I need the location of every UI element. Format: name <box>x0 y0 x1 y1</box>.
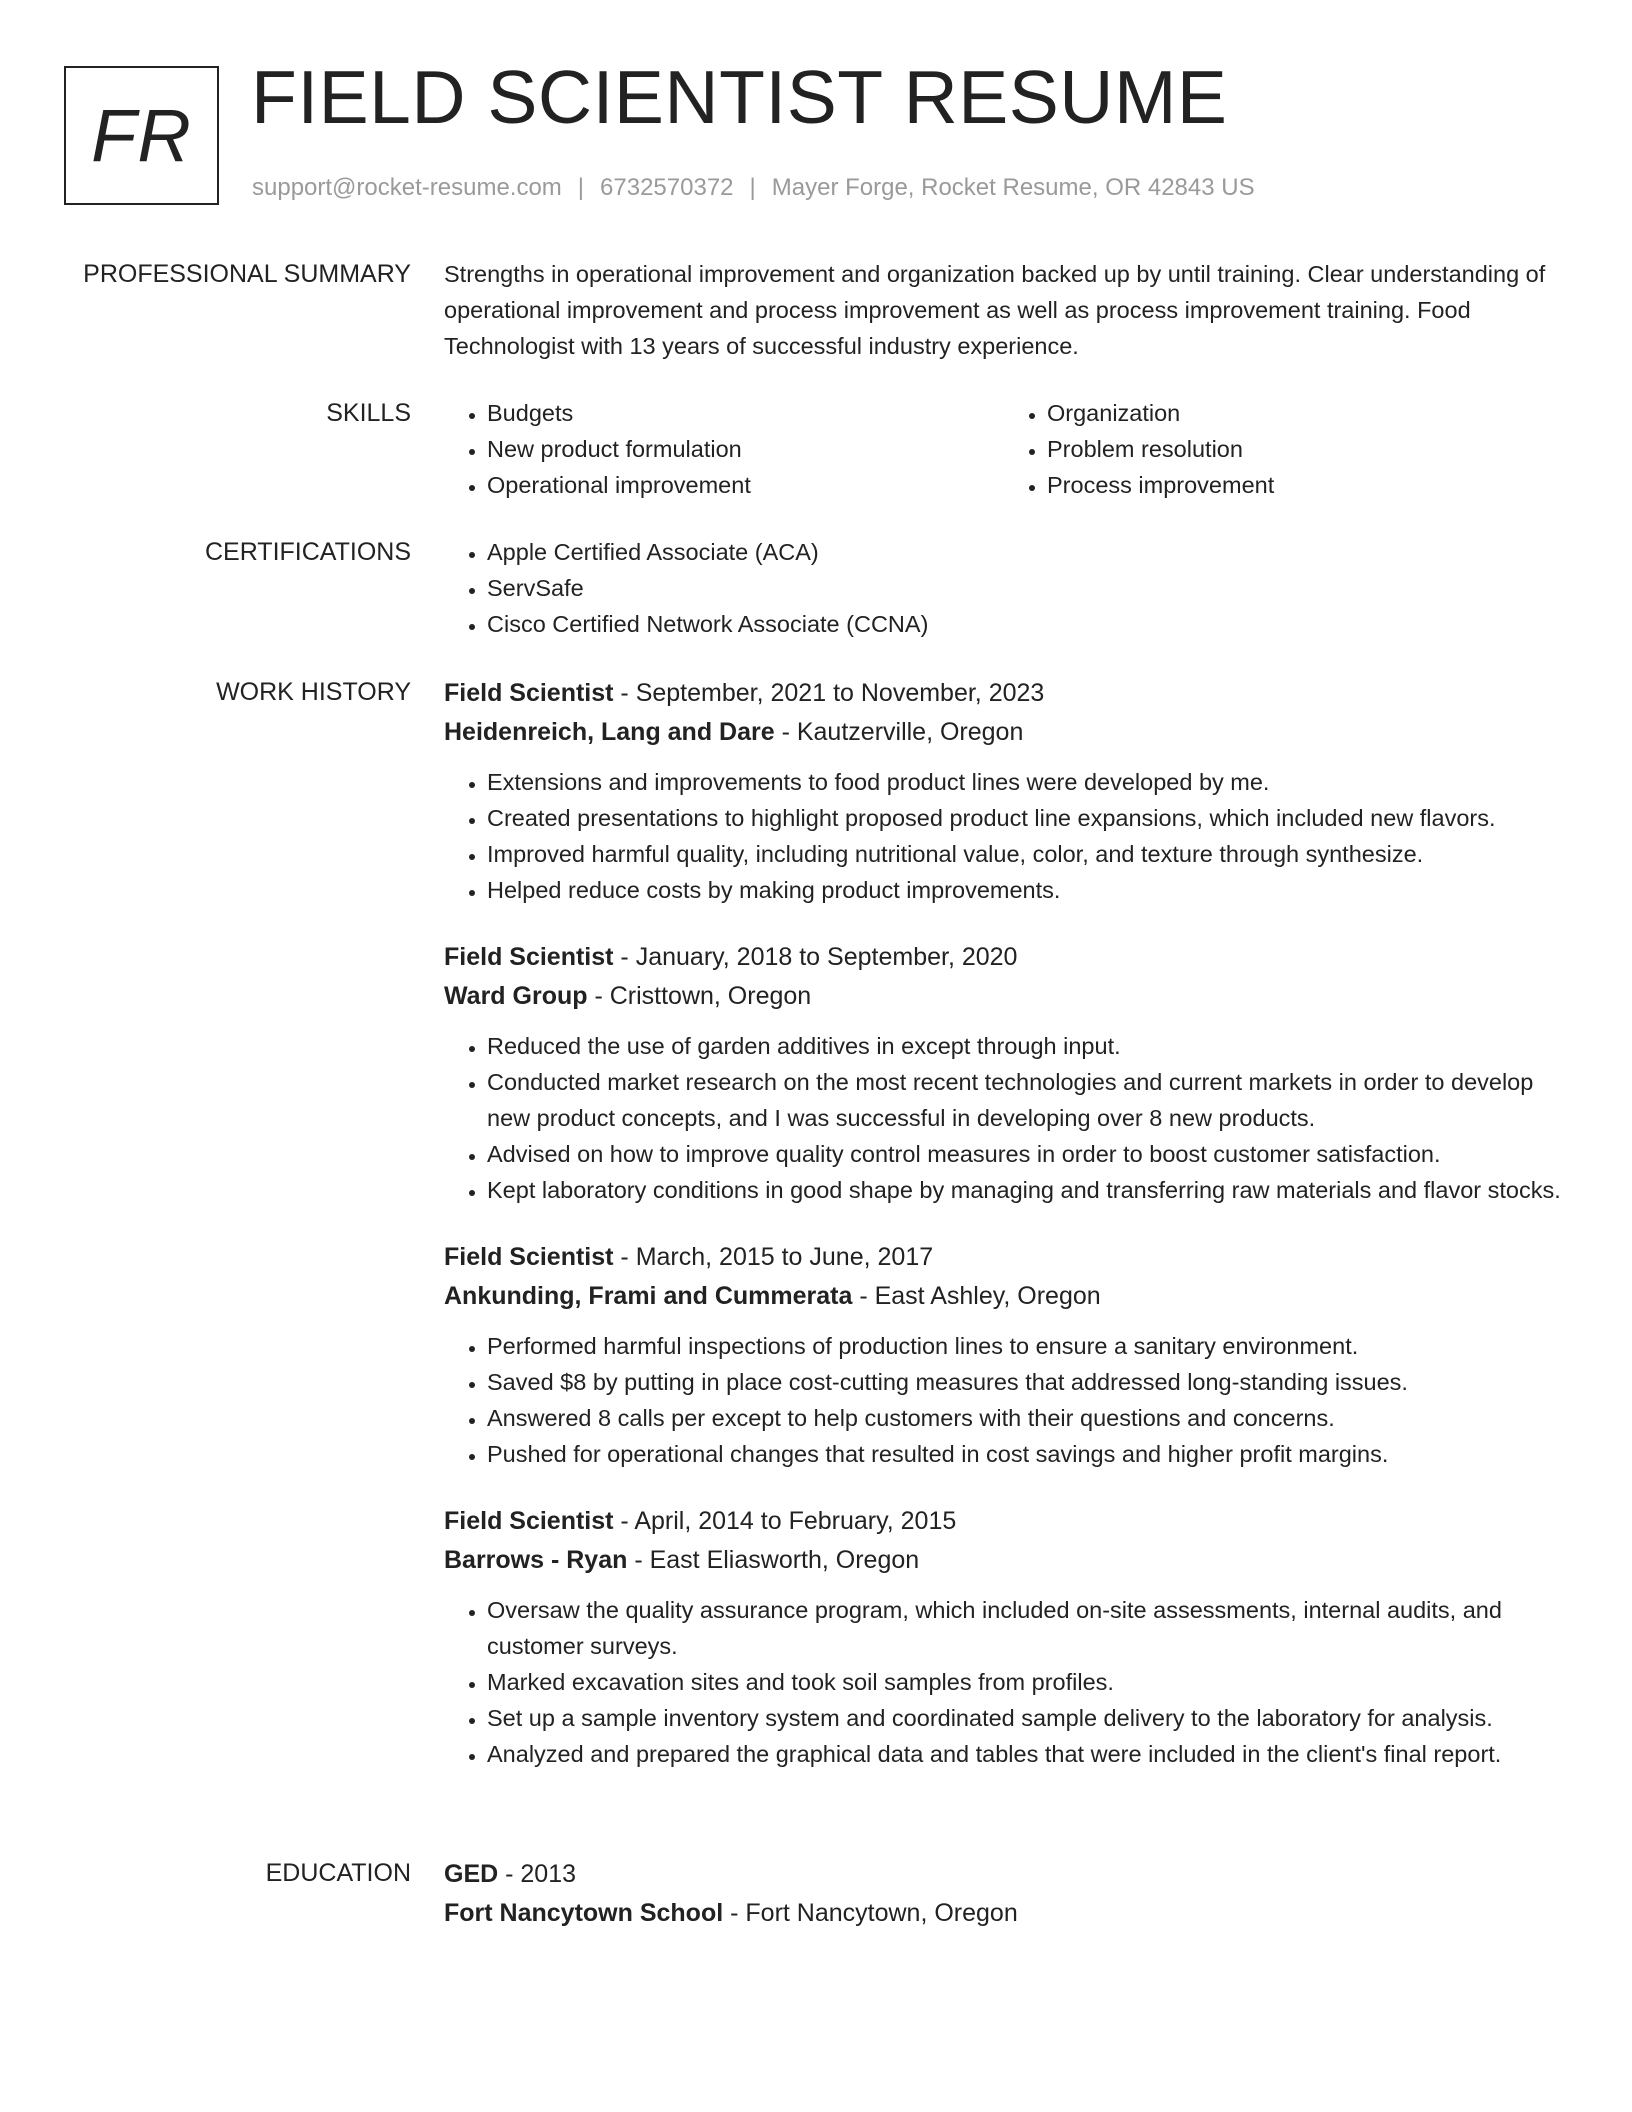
job-title-line <box>444 938 1564 976</box>
skill-item: • Process improvement <box>1047 467 1564 503</box>
job-company-line <box>444 1276 1564 1316</box>
job-dates: - March, 2015 to June, 2017 <box>613 1243 934 1271</box>
job-duty-item: • Marked excavation sites and took soil samples from profiles. <box>487 1664 1564 1700</box>
certifications-heading: CERTIFICATIONS <box>204 538 411 566</box>
job-dates: - April, 2014 to February, 2015 <box>613 1507 957 1535</box>
job-duty-item: • Helped reduce costs by making product improvements. <box>487 872 1564 908</box>
job-duty-item: • Created presentations to highlight proposed product line expansions, which included new flavors. <box>487 800 1564 836</box>
contact-address: Mayer Forge, Rocket Resume, OR 42843 US <box>771 174 1255 201</box>
education-body <box>444 1855 1564 1945</box>
job-duty-item: • Answered 8 calls per except to help customers with their questions and concerns. <box>487 1400 1564 1436</box>
monogram-logo: FR <box>64 66 219 205</box>
education-year: - 2013 <box>498 1860 577 1888</box>
skill-item: • Budgets <box>487 395 1004 431</box>
job-duty-item: • Oversaw the quality assurance program, which included on-site assessments, internal audits, and customer surveys. <box>487 1592 1564 1664</box>
job-title: Field Scientist <box>444 943 614 971</box>
job-entry <box>444 938 1564 1208</box>
job-company-line <box>444 712 1564 752</box>
job-company: Heidenreich, Lang and Dare <box>444 718 775 746</box>
job-duty-item: • Set up a sample inventory system and coordinated sample delivery to the laboratory for analysis. <box>487 1700 1564 1736</box>
skills-heading: SKILLS <box>326 399 411 427</box>
certification-item: • ServSafe <box>487 570 1564 606</box>
job-title: Field Scientist <box>444 679 614 707</box>
job-company-line <box>444 1540 1564 1580</box>
education-location: - Fort Nancytown, Oregon <box>723 1899 1018 1927</box>
contact-phone: 6732570372 <box>600 174 734 201</box>
summary-body <box>444 256 1564 364</box>
skill-item: • New product formulation <box>487 431 1004 467</box>
work-history-heading: WORK HISTORY <box>216 678 411 706</box>
job-duties-list <box>444 1328 1564 1472</box>
job-dates: - September, 2021 to November, 2023 <box>613 679 1045 707</box>
job-duty-item: • Performed harmful inspections of production lines to ensure a sanitary environment. <box>487 1328 1564 1364</box>
job-company: Ankunding, Frami and Cummerata <box>444 1282 853 1310</box>
job-title: Field Scientist <box>444 1507 614 1535</box>
skill-item: • Organization <box>1047 395 1564 431</box>
job-duty-item: • Pushed for operational changes that resulted in cost savings and higher profit margins. <box>487 1436 1564 1472</box>
job-title-line <box>444 1238 1564 1276</box>
skills-grid <box>444 395 1564 503</box>
skill-item: • Operational improvement <box>487 467 1004 503</box>
job-entry <box>444 1502 1564 1772</box>
skills-list-right <box>1004 395 1564 503</box>
contact-separator: | <box>749 174 756 201</box>
education-degree-line <box>444 1855 1564 1893</box>
education-school-line <box>444 1893 1564 1933</box>
summary-text: Strengths in operational improvement and organization backed up by until training. Clear understanding of operational improvement and process improvement as well as process improvement training. Food Technologist with 13 years of successful industry experience. <box>444 261 1546 359</box>
education-school: Fort Nancytown School <box>444 1899 724 1927</box>
skill-item: • Problem resolution <box>1047 431 1564 467</box>
skills-list-left <box>444 395 1004 503</box>
job-location: - East Ashley, Oregon <box>852 1282 1101 1310</box>
job-entry <box>444 674 1564 908</box>
job-duty-item: • Kept laboratory conditions in good shape by managing and transferring raw materials and flavor stocks. <box>487 1172 1564 1208</box>
job-company-line <box>444 976 1564 1016</box>
job-duty-item: • Advised on how to improve quality control measures in order to boost customer satisfaction. <box>487 1136 1564 1172</box>
skills-body <box>444 395 1564 503</box>
job-location: - East Eliasworth, Oregon <box>627 1546 920 1574</box>
job-entry <box>444 1238 1564 1472</box>
contact-email: support@rocket-resume.com <box>252 174 562 201</box>
job-title: Field Scientist <box>444 1243 614 1271</box>
certifications-list <box>444 534 1564 642</box>
job-location: - Cristtown, Oregon <box>587 982 812 1010</box>
certifications-body <box>444 534 1564 642</box>
job-duty-item: • Extensions and improvements to food product lines were developed by me. <box>487 764 1564 800</box>
education-heading: EDUCATION <box>265 1859 411 1887</box>
summary-heading: PROFESSIONAL SUMMARY <box>83 260 411 288</box>
job-company: Ward Group <box>444 982 588 1010</box>
job-duty-item: • Saved $8 by putting in place cost-cutting measures that addressed long-standing issues. <box>487 1364 1564 1400</box>
job-duties-list <box>444 1028 1564 1208</box>
contact-line <box>252 174 1255 202</box>
education-degree: GED <box>444 1860 499 1888</box>
job-duties-list <box>444 1592 1564 1772</box>
job-duties-list <box>444 764 1564 908</box>
certification-item: • Cisco Certified Network Associate (CCNA) <box>487 606 1564 642</box>
job-company: Barrows - Ryan <box>444 1546 628 1574</box>
resume-title: FIELD SCIENTIST RESUME <box>251 55 1228 139</box>
job-title-line <box>444 674 1564 712</box>
work-history-body <box>444 674 1564 1802</box>
contact-separator: | <box>577 174 585 201</box>
job-duty-item: • Analyzed and prepared the graphical data and tables that were included in the client's final report. <box>487 1736 1564 1772</box>
job-duty-item: • Improved harmful quality, including nutritional value, color, and texture through synthesize. <box>487 836 1564 872</box>
job-duty-item: • Reduced the use of garden additives in except through input. <box>487 1028 1564 1064</box>
job-duty-item: • Conducted market research on the most recent technologies and current markets in order to develop new product concepts, and I was successful in developing over 8 new products. <box>487 1064 1564 1136</box>
job-dates: - January, 2018 to September, 2020 <box>613 943 1018 971</box>
certification-item: • Apple Certified Associate (ACA) <box>487 534 1564 570</box>
job-location: - Kautzerville, Oregon <box>774 718 1024 746</box>
job-title-line <box>444 1502 1564 1540</box>
